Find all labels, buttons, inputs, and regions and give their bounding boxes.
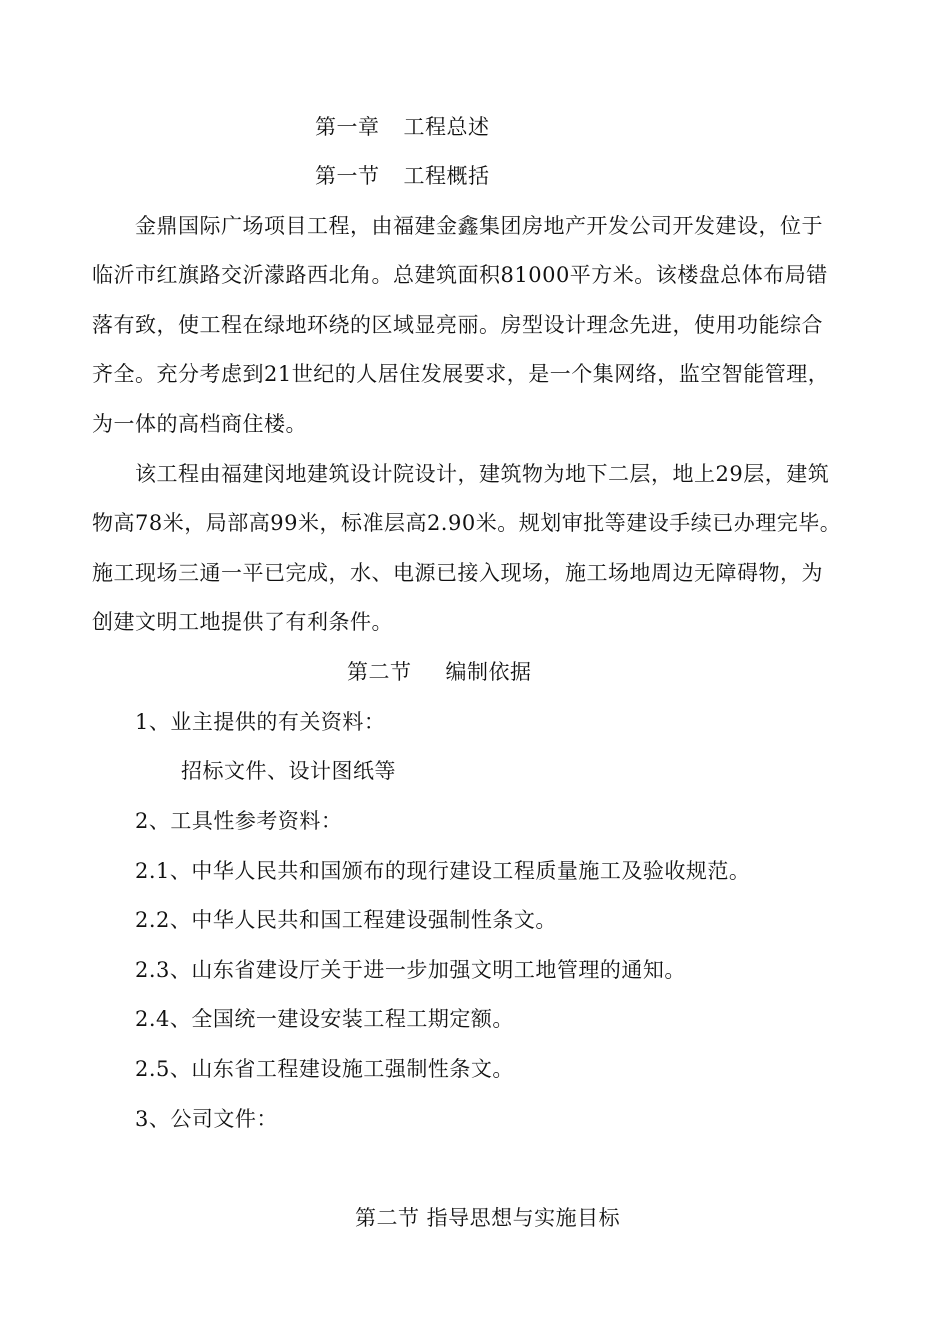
paragraph-line: 齐全。充分考虑到21世纪的人居住发展要求，是一个集网络，监空智能管理，	[92, 362, 830, 386]
section-heading-guidance: 第二节 指导思想与实施目标	[355, 1206, 621, 1230]
section-number: 第二节	[347, 660, 412, 684]
paragraph-line: 落有致，使工程在绿地环绕的区域显亮丽。房型设计理念先进，使用功能综合	[92, 313, 823, 337]
list-item: 1、业主提供的有关资料：	[135, 710, 386, 734]
list-item: 2.4、全国统一建设安装工程工期定额。	[135, 1007, 514, 1031]
paragraph-line: 金鼎国际广场项目工程，由福建金鑫集团房地产开发公司开发建设，位于	[135, 214, 823, 238]
list-item: 2.1、中华人民共和国颁布的现行建设工程质量施工及验收规范。	[135, 859, 751, 883]
paragraph-line: 为一体的高档商住楼。	[92, 412, 307, 436]
list-item: 2、工具性参考资料：	[135, 809, 343, 833]
section-heading-overview	[315, 161, 490, 191]
paragraph-line: 临沂市红旗路交沂濛路西北角。总建筑面积81000平方米。该楼盘总体布局错	[92, 263, 828, 287]
list-item-detail: 招标文件、设计图纸等	[181, 759, 396, 783]
paragraph-line: 物高78米，局部高99米，标准层高2.90米。规划审批等建设手续已办理完毕。	[92, 511, 842, 535]
section-title: 编制依据	[445, 660, 532, 684]
list-item: 2.2、中华人民共和国工程建设强制性条文。	[135, 908, 557, 932]
section-number: 第一节	[315, 164, 380, 188]
paragraph-line: 施工现场三通一平已完成，水、电源已接入现场，施工场地周边无障碍物，为	[92, 561, 823, 585]
paragraph-line: 该工程由福建闵地建筑设计院设计，建筑物为地下二层，地上29层，建筑	[135, 462, 830, 486]
chapter-heading	[315, 112, 490, 142]
section-title: 工程概括	[403, 164, 490, 188]
chapter-number: 第一章	[315, 115, 380, 139]
section-heading-basis	[347, 657, 532, 687]
list-item: 2.5、山东省工程建设施工强制性条文。	[135, 1057, 514, 1081]
paragraph-line: 创建文明工地提供了有利条件。	[92, 610, 393, 634]
chapter-title: 工程总述	[403, 115, 490, 139]
list-item: 3、公司文件：	[135, 1107, 278, 1131]
list-item: 2.3、山东省建设厅关于进一步加强文明工地管理的通知。	[135, 958, 686, 982]
